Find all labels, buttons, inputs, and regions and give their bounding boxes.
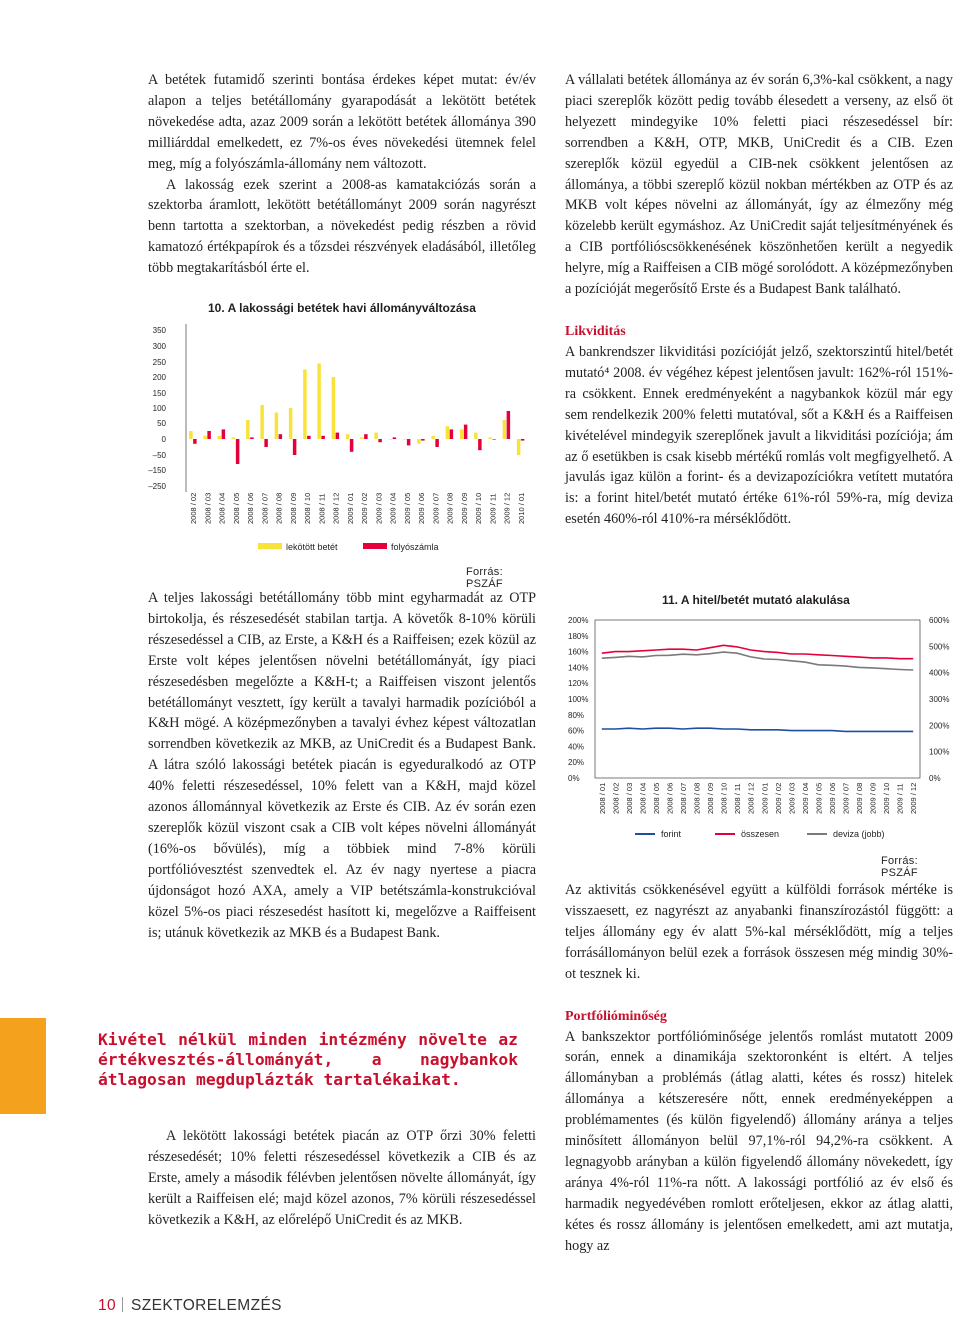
right-column-top: [565, 70, 953, 530]
x-tick-label: 2008 / 04: [217, 492, 227, 524]
legend-swatch: [258, 543, 282, 549]
x-tick-label: 2009 / 01: [760, 782, 770, 814]
x-tick-label: 2009 / 07: [841, 782, 851, 814]
x-tick-label: 2008 / 04: [638, 782, 648, 814]
bar-folyoszamla: [435, 439, 438, 447]
bar-lekotott: [431, 436, 434, 439]
chart-monthly-deposit-change: [148, 296, 538, 590]
x-tick-label: 2009 / 10: [882, 782, 892, 814]
bar-folyoszamla: [464, 425, 467, 439]
y-right-tick-label: 200%: [929, 721, 950, 731]
bar-lekotott: [403, 439, 406, 440]
section-heading-portfolio: Portfólióminőség: [565, 1008, 667, 1024]
x-tick-label: 2009 / 08: [445, 492, 455, 524]
y-left-tick-label: 180%: [568, 631, 589, 641]
bar-lekotott: [260, 405, 263, 439]
y-right-tick-label: 400%: [929, 668, 950, 678]
bar-folyoszamla: [264, 439, 267, 447]
bar-folyoszamla: [492, 439, 495, 440]
x-tick-label: 2009 / 07: [431, 492, 441, 524]
x-tick-label: 2009 / 02: [773, 782, 783, 814]
bar-lekotott: [417, 439, 420, 444]
y-tick-label: 50: [157, 419, 166, 428]
paragraph: Az aktivitás csökkenésével együtt a külföldi források mértéke is visszaesett, ez nagyrészt az anyabanki finanszírozástól függött: a teljes állomány egy év alatt 5%-kal mérséklődött, míg a teljes forrásállományon belül ezek a források összesen még mindig 30%-ot tesznek ki.: [565, 882, 953, 982]
legend-label: folyószámla: [391, 542, 439, 552]
bar-folyoszamla: [250, 437, 253, 439]
y-right-tick-label: 100%: [929, 747, 950, 757]
bar-lekotott: [346, 434, 349, 439]
series-line: [602, 652, 913, 670]
x-tick-label: 2008 / 09: [288, 492, 298, 524]
x-tick-label: 2008 / 12: [746, 782, 756, 814]
chart-title: 11. A hitel/betét mutató alakulása: [662, 593, 850, 607]
x-tick-label: 2008 / 02: [189, 492, 199, 524]
x-tick-label: 2008 / 02: [611, 782, 621, 814]
bar-lekotott: [189, 431, 192, 439]
chart-title: 10. A lakossági betétek havi állományváltozása: [208, 301, 476, 315]
y-left-tick-label: 20%: [568, 758, 585, 768]
left-column-top: [148, 70, 536, 279]
x-tick-label: 2008 / 05: [231, 492, 241, 524]
pull-quote: Kivétel nélkül minden intézmény növelte az értékvesztés-állományát, a nagybankok átlagosan megduplázták tartalékaikat.: [98, 1030, 518, 1089]
legend-label: lekötött betét: [286, 542, 338, 552]
x-tick-label: 2009 / 12: [502, 492, 512, 524]
paragraph: A lakosság ezek szerint a 2008-as kamatakciózás során a szektorba áramlott, lekötött betétállományt 2009 során nagyrészt benn tartotta a szektorban, a növekedést pedig részben a rövid kamatozó értékpapírok és a tőzsdei részvények eladásából, illetőleg több megtakarításból érte el.: [148, 176, 536, 277]
plot-frame: [595, 620, 920, 778]
x-tick-label: 2010 / 01: [516, 492, 526, 524]
bar-folyoszamla: [478, 439, 481, 450]
x-tick-label: 2009 / 03: [374, 492, 384, 524]
y-left-tick-label: 160%: [568, 647, 589, 657]
paragraph: A bankrendszer likviditási pozícióját jelző, szektorszintű hitel/betét mutató⁴ 2008. év végéhez képest jelentősen javult: 162%-ról 151%-ra csökkent. Ennek eredményeként a nagybankok közül már egy sem rendelkezik 200% feletti mutatóval, sőt a K&H és a Raiffeisen kivételével mindegyik szereplőnek javult a likviditási pozíciója; ám az ő esetükben is csak kisebb mértékű romlás volt megfigyelhető. A javulás igaz külön a forint- és a devizapozíciókra vetített mutatóra is: a forint hitel/betét mutató értéke 61%-ról 59%-ra, míg deviza esetén 460%-ról 410%-ra mérséklődött.: [565, 343, 953, 528]
bar-folyoszamla: [350, 439, 353, 452]
bar-lekotott: [203, 436, 206, 439]
legend-swatch: [363, 543, 387, 549]
chart-source: Forrás: PSZÁF: [881, 855, 918, 879]
bar-folyoszamla: [307, 436, 310, 439]
x-tick-label: 2008 / 09: [706, 782, 716, 814]
y-left-tick-label: 40%: [568, 742, 585, 752]
series-line: [602, 728, 913, 731]
y-tick-label: 0: [161, 435, 166, 444]
y-left-tick-label: 140%: [568, 663, 589, 673]
left-column-middle: [148, 588, 536, 943]
right-column-bottom: [565, 880, 953, 1257]
x-tick-label: 2009 / 02: [360, 492, 370, 524]
x-tick-label: 2008 / 03: [624, 782, 634, 814]
y-left-tick-label: 80%: [568, 710, 585, 720]
bar-lekotott: [317, 364, 320, 440]
bar-lekotott: [218, 436, 221, 439]
bar-folyoszamla: [378, 439, 381, 442]
x-tick-label: 2009 / 01: [345, 492, 355, 524]
paragraph: A betétek futamidő szerinti bontása érdekes képet mutat: év/év alapon a teljes betétállomány gyarapodását a lekötött betétek növekedése adta, azaz 2009 során a lekötött betétek állománya 390 milliárddal emelkedett, ez 7%-os éves növekedési ütemnek felel meg, míg a folyószámla-állomány nem változott.: [148, 72, 536, 172]
chart-source: Forrás: PSZÁF: [466, 566, 503, 590]
bar-lekotott: [232, 437, 235, 439]
y-tick-label: –50: [152, 451, 166, 460]
x-tick-label: 2009 / 06: [417, 492, 427, 524]
paragraph: A vállalati betétek állománya az év során 6,3%-kal csökkent, a nagy piaci szereplők között pedig tovább élesedett a verseny, az első öt helyezett mindegyike 10% feletti piaci részesedéssel bír: sorrendben a K&H, OTP, MKB, UniCredit és a CIB. Ezen szereplők közül egyedül a CIB-nek csökkent jelentősen az állománya, a többi szereplő közül nokban mértékben az OTP és az MKB volt képes növelni az állományát, így az élmezőny még közelebb került egymáshoz. Az UniCredit saját teljesítményének és a CIB portfólióscsökkenésének köszönhetően került a negyedik helyre, míg a Raiffeisen a CIB mögé sorolódott. A középmezőnyben a pozícióját megerősítő Erste és a Budapest Bank található.: [565, 72, 953, 298]
y-left-tick-label: 0%: [568, 774, 580, 783]
y-right-tick-label: 600%: [929, 616, 950, 625]
bar-folyoszamla: [236, 439, 239, 464]
bar-folyoszamla: [450, 429, 453, 439]
bar-folyoszamla: [521, 439, 524, 441]
y-tick-label: 100: [152, 404, 166, 413]
bar-folyoszamla: [321, 436, 324, 439]
x-tick-label: 2008 / 06: [665, 782, 675, 814]
x-tick-label: 2008 / 08: [692, 782, 702, 814]
y-tick-label: 300: [152, 342, 166, 351]
x-tick-label: 2009 / 04: [800, 782, 810, 814]
bar-lekotott: [488, 437, 491, 439]
x-tick-label: 2009 / 10: [474, 492, 484, 524]
bar-chart-plot: [148, 296, 538, 566]
y-right-tick-label: 0%: [929, 774, 941, 783]
bar-lekotott: [517, 439, 520, 455]
bar-folyoszamla: [421, 439, 424, 441]
x-tick-label: 2008 / 10: [303, 492, 313, 524]
x-tick-label: 2008 / 08: [274, 492, 284, 524]
y-left-tick-label: 120%: [568, 679, 589, 689]
paragraph: A lekötött lakossági betétek piacán az OTP őrzi 30% feletti részesedését; 10% feletti részesedéssel következik a CIB és az Erste, amely a második félévben jelentősen növelte állományát, így került a Raiffeisen elé; majd közel azonos, 7% körüli részesedéssel következik a K&H, az előrelépő UniCredit és az MKB.: [148, 1128, 536, 1228]
bar-folyoszamla: [193, 439, 196, 444]
bar-folyoszamla: [507, 411, 510, 439]
paragraph: A teljes lakossági betétállomány több mint egyharmadát az OTP birtokolja, és részesedését stabilan tartja. A követők 8-10% körüli részesedéssel a CIB, az Erste, a K&H és a Raiffeisen; ezek közül az Erste volt képes jelentősen növelni betétállományát, így piaci részesedésben megelőzte a K&H-t; a Raiffeisen viszont jelentős betétállományt vesztett, így került a tavalyi harmadik pozícióból a K&H mögé. A középmezőnyben a tavalyi évhez képest változatlan sorrendben következik az MKB, az UniCredit és a Budapest Bank. A látra szóló lakossági betétek piacán is egyeduralkodó az OTP 40% feletti részesedéssel, 10% felett van a K&H, majd közel azonos állománnyal következik az Erste és CIB. Az év során ezen szereplők közül viszont csak a CIB volt képes növelni állományát (16%-os bővülés), míg a többiek mind 7-8% körüli portfólióvesztést szenvedtek el. Az év nagy nyertese a piacra újdonságot hozó AXA, amely a VIP betétszámla-konstrukcióval közel 5%-os piaci részesedést hasított ki, megelőzve a Raiffeisent is; utánuk következik az MKB és a Budapest Bank.: [148, 590, 536, 941]
bar-lekotott: [460, 429, 463, 439]
section-tab-marker: [0, 1018, 46, 1114]
x-tick-label: 2009 / 06: [827, 782, 837, 814]
footer-section-title: SZEKTORELEMZÉS: [131, 1297, 282, 1314]
y-tick-label: –250: [148, 482, 166, 491]
x-tick-label: 2009 / 12: [909, 782, 919, 814]
y-left-tick-label: 200%: [568, 616, 589, 625]
left-column-bottom: [148, 1126, 536, 1231]
x-tick-label: 2009 / 05: [402, 492, 412, 524]
x-tick-label: 2008 / 05: [651, 782, 661, 814]
bar-lekotott: [389, 439, 392, 440]
x-tick-label: 2008 / 07: [679, 782, 689, 814]
y-tick-label: 150: [152, 389, 166, 398]
y-left-tick-label: 100%: [568, 695, 589, 704]
bar-lekotott: [303, 370, 306, 440]
y-left-tick-label: 60%: [568, 726, 585, 736]
bar-lekotott: [360, 437, 363, 439]
x-tick-label: 2008 / 10: [719, 782, 729, 814]
x-tick-label: 2009 / 08: [855, 782, 865, 814]
x-tick-label: 2009 / 09: [459, 492, 469, 524]
page-number: 10: [98, 1297, 117, 1314]
x-tick-label: 2009 / 03: [787, 782, 797, 814]
legend-label: forint: [661, 829, 682, 839]
y-right-tick-label: 500%: [929, 642, 950, 652]
bar-folyoszamla: [407, 439, 410, 445]
x-tick-label: 2009 / 05: [814, 782, 824, 814]
paragraph: A bankszektor portfólióminősége jelentős romlást mutatott 2009 során, ennek a dinamikája szektoronként is eltért. A teljes állományban a problémás (átlag alatti, kétes és rossz) hitelek állománya a kétszeresére nőtt, ennek eredményeképpen a problémamentes (és külön figyelendő) állomány aránya a teljes minősített állományon belül 97,1%-ról 94,2%-ra csökkent. A legnagyobb arányban a külön figyelendő állomány növekedett, így aránya 4%-ról 11%-ra nőtt. A lakossági portfólió az év első és harmadik negyedévében romlott erőteljesen, ekkor az átlag alatti, kétes és rossz állomány is jelentősen emelkedett, ami azt mutatja, hogy az: [565, 1028, 953, 1254]
x-tick-label: 2008 / 06: [246, 492, 256, 524]
x-tick-label: 2008 / 11: [733, 783, 743, 814]
x-tick-label: 2009 / 09: [868, 782, 878, 814]
x-tick-label: 2008 / 11: [317, 493, 327, 524]
bar-folyoszamla: [293, 439, 296, 455]
bar-lekotott: [275, 413, 278, 440]
x-tick-label: 2008 / 12: [331, 492, 341, 524]
bar-folyoszamla: [336, 433, 339, 439]
bar-folyoszamla: [393, 437, 396, 439]
bar-folyoszamla: [364, 434, 367, 439]
section-heading-likviditas: Likviditás: [565, 323, 626, 339]
line-chart-plot: [565, 588, 955, 853]
bar-folyoszamla: [207, 431, 210, 439]
bar-lekotott: [503, 420, 506, 439]
legend-label: összesen: [741, 829, 780, 839]
x-tick-label: 2009 / 11: [895, 783, 905, 814]
bar-folyoszamla: [279, 434, 282, 439]
bar-folyoszamla: [222, 429, 225, 439]
page-footer: [98, 1297, 282, 1315]
x-tick-label: 2008 / 01: [597, 782, 607, 814]
x-tick-label: 2009 / 11: [488, 493, 498, 524]
bar-lekotott: [474, 433, 477, 439]
bar-lekotott: [289, 408, 292, 439]
x-tick-label: 2008 / 07: [260, 492, 270, 524]
y-tick-label: 250: [152, 358, 166, 367]
chart-loan-deposit-ratio: [565, 588, 955, 879]
footer-divider: [122, 1297, 123, 1312]
bar-lekotott: [374, 433, 377, 439]
bar-lekotott: [446, 426, 449, 439]
x-tick-label: 2009 / 04: [388, 492, 398, 524]
x-tick-label: 2008 / 03: [203, 492, 213, 524]
y-tick-label: 350: [152, 326, 166, 335]
y-tick-label: 200: [152, 373, 166, 382]
bar-lekotott: [246, 420, 249, 439]
legend-label: deviza (jobb): [833, 829, 885, 839]
y-right-tick-label: 300%: [929, 695, 950, 704]
bar-lekotott: [332, 377, 335, 439]
y-tick-label: –150: [148, 466, 166, 475]
